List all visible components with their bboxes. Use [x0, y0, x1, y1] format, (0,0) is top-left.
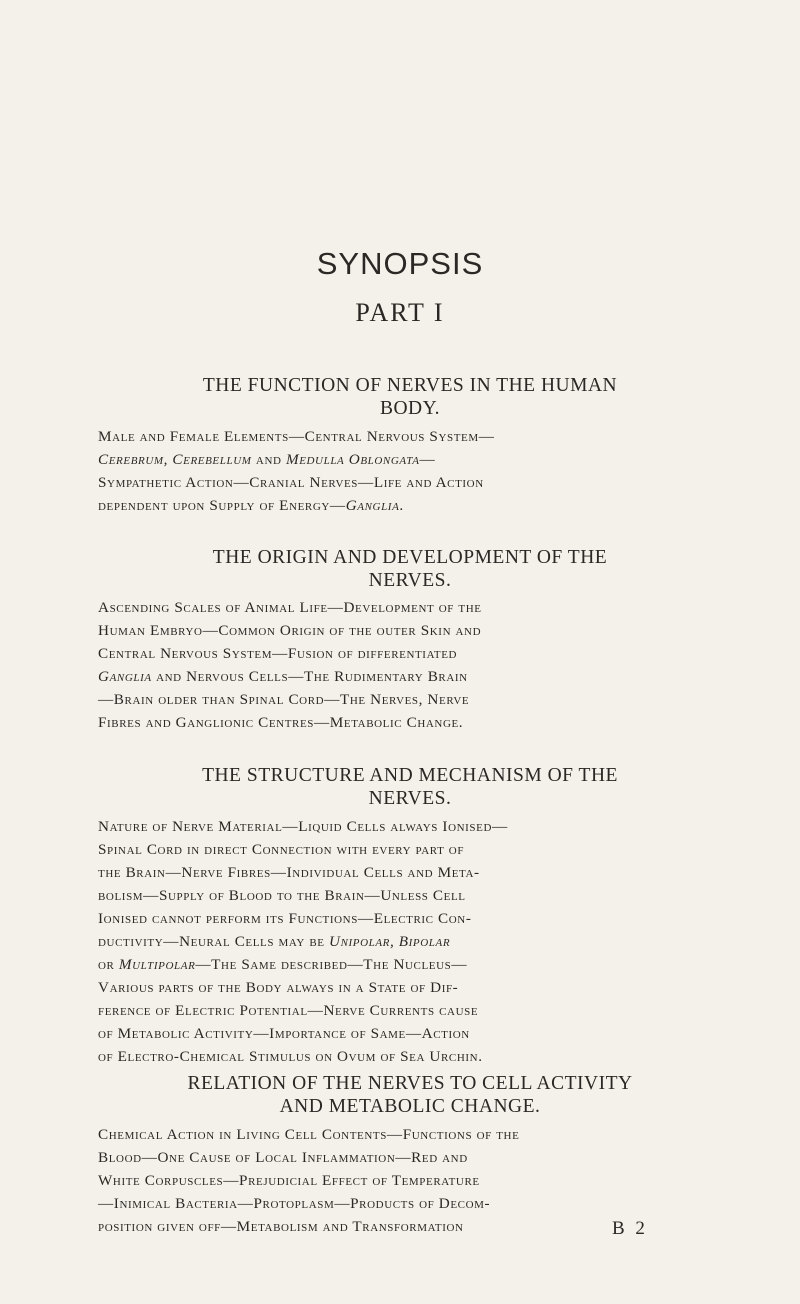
- body-line: Male and Female Elements—Central Nervous System—: [98, 428, 495, 445]
- section-body-function: [98, 425, 718, 517]
- body-line: —Inimical Bacteria—Protoplasm—Products of Decom-: [98, 1195, 491, 1212]
- section-heading-relation: [110, 1072, 710, 1118]
- body-line: Human Embryo—Common Origin of the outer Skin and: [98, 622, 482, 639]
- body-line: —Brain older than Spinal Cord—The Nerves, Nerve: [98, 691, 470, 708]
- italic-term: Medulla Oblongata: [285, 451, 420, 468]
- section-body-origin: [98, 596, 718, 734]
- section-heading-structure: [110, 764, 710, 810]
- italic-term: Ganglia: [98, 668, 152, 685]
- section-heading-line: NERVES.: [368, 570, 452, 591]
- body-line: of Metabolic Activity—Importance of Same—Action: [98, 1025, 470, 1042]
- section-heading-function: [110, 374, 710, 420]
- body-line: of Electro-Chemical Stimulus on Ovum of Sea Urchin.: [98, 1048, 483, 1065]
- section-heading-origin: [110, 546, 710, 592]
- body-line: the Brain—Nerve Fibres—Individual Cells and Meta-: [98, 864, 480, 881]
- body-line: Spinal Cord in direct Connection with every part of: [98, 841, 465, 858]
- body-line: or Multipolar—The Same described—The Nucleus—: [98, 956, 468, 973]
- body-line: Chemical Action in Living Cell Contents—Functions of the: [98, 1126, 520, 1143]
- body-line: Ganglia and Nervous Cells—The Rudimentary Brain: [98, 668, 468, 685]
- body-line: Central Nervous System—Fusion of differentiated: [98, 645, 458, 662]
- body-line: dependent upon Supply of Energy—Ganglia.: [98, 497, 404, 514]
- body-line: Sympathetic Action—Cranial Nerves—Life and Action: [98, 474, 484, 491]
- section-heading-line: THE ORIGIN AND DEVELOPMENT OF THE: [212, 547, 608, 568]
- part-heading: PART I: [355, 298, 445, 327]
- body-line: Nature of Nerve Material—Liquid Cells always Ionised—: [98, 818, 508, 835]
- body-line: ference of Electric Potential—Nerve Currents cause: [98, 1002, 479, 1019]
- section-heading-line: THE FUNCTION OF NERVES IN THE HUMAN: [202, 375, 618, 396]
- body-line: Fibres and Ganglionic Centres—Metabolic Change.: [98, 714, 464, 731]
- section-heading-line: AND METABOLIC CHANGE.: [279, 1096, 541, 1117]
- body-line: Cerebrum, Cerebellum and Medulla Oblongata—: [98, 451, 436, 468]
- italic-term: Cerebrum, Cerebellum: [98, 451, 252, 468]
- signature-mark: B 2: [612, 1218, 648, 1239]
- section-body-structure: [98, 815, 718, 1068]
- page-title: SYNOPSIS: [316, 246, 484, 281]
- section-heading-line: BODY.: [379, 398, 441, 419]
- section-heading-line: THE STRUCTURE AND MECHANISM OF THE: [202, 765, 618, 786]
- body-line: Ionised cannot perform its Functions—Electric Con-: [98, 910, 472, 927]
- italic-term: Ganglia: [345, 497, 400, 514]
- body-line: position given off—Metabolism and Transformation: [98, 1218, 464, 1235]
- section-heading-line: RELATION OF THE NERVES TO CELL ACTIVITY: [187, 1073, 633, 1094]
- italic-term: Multipolar: [118, 956, 196, 973]
- section-heading-line: NERVES.: [368, 788, 452, 809]
- body-line: Ascending Scales of Animal Life—Development of the: [98, 599, 482, 616]
- body-line: Blood—One Cause of Local Inflammation—Red and: [98, 1149, 468, 1166]
- body-line: Various parts of the Body always in a State of Dif-: [98, 979, 459, 996]
- italic-term: Unipolar, Bipolar: [329, 933, 451, 950]
- body-line: ductivity—Neural Cells may be Unipolar, Bipolar: [98, 933, 451, 950]
- body-line: White Corpuscles—Prejudicial Effect of Temperature: [98, 1172, 480, 1189]
- body-line: bolism—Supply of Blood to the Brain—Unless Cell: [98, 887, 466, 904]
